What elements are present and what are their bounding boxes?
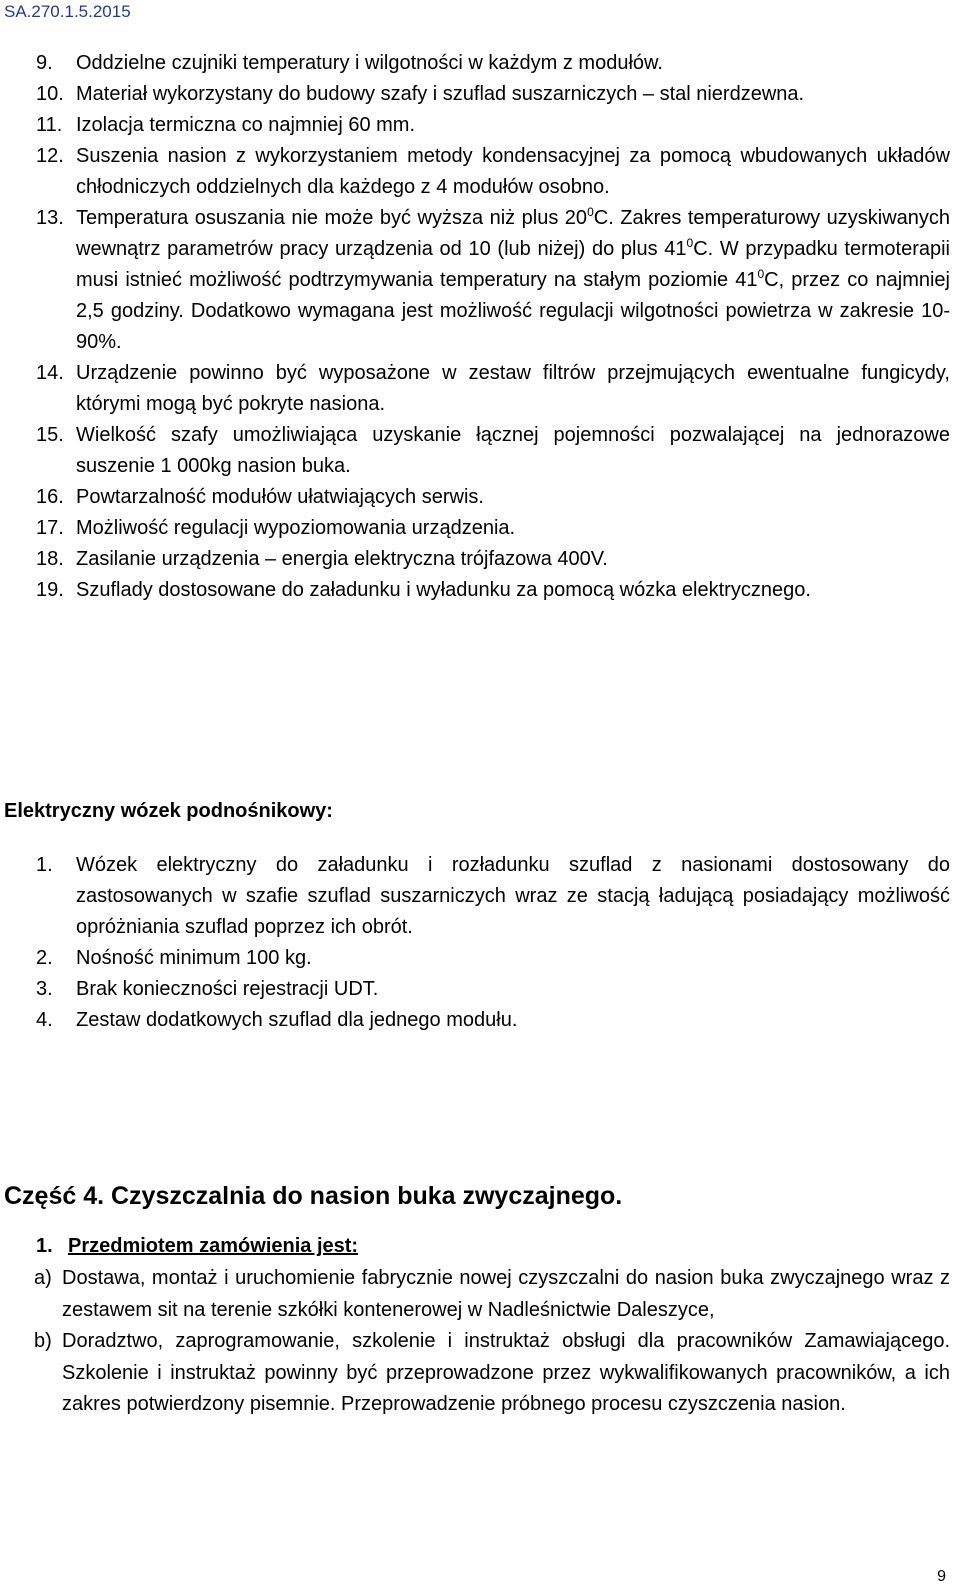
item-text: Izolacja termiczna co najmniej 60 mm. <box>76 114 416 136</box>
item-number: 2. <box>36 947 53 969</box>
list-item <box>34 1263 950 1326</box>
list-item <box>36 110 950 141</box>
part-title: Część 4. Czyszczalnia do nasion buka zwyczajnego. <box>4 1182 623 1210</box>
list-item <box>36 482 950 513</box>
list-item <box>36 1005 950 1036</box>
item-text: Powtarzalność modułów ułatwiających serwis. <box>76 486 484 508</box>
item-text: Oddzielne czujniki temperatury i wilgotności w każdym z modułów. <box>76 52 663 74</box>
item-number: 12. <box>36 145 64 167</box>
degree-superscript: 0 <box>587 205 594 219</box>
item-number: 13. <box>36 207 64 229</box>
document-code: SA.270.1.5.2015 <box>4 2 131 21</box>
item-number: 16. <box>36 486 64 508</box>
item-number: 15. <box>36 424 64 446</box>
requirements-list <box>36 48 950 606</box>
subheading-number: 1. <box>36 1235 53 1257</box>
item13-text-part3: C. W przypadku termoterapii musi istnieć możliwość podtrzymywania temperatury na stałym poziomie 41 <box>76 238 950 291</box>
degree-superscript: 0 <box>686 236 694 250</box>
list-item <box>36 943 950 974</box>
item-text: Wielkość szafy umożliwiająca uzyskanie łącznej pojemności pozwalającej na jednorazowe suszenie 1 000kg nasion buka. <box>76 424 950 477</box>
list-item <box>36 420 950 482</box>
item-text: Zestaw dodatkowych szuflad dla jednego modułu. <box>76 1009 518 1031</box>
item-number: 4. <box>36 1009 53 1031</box>
item13-text-part2: C. Zakres temperaturowy uzyskiwanych wewnątrz parametrów pracy urządzenia od 10 (lub niżej) do plus 41 <box>76 207 951 260</box>
item-number: 19. <box>36 579 64 601</box>
list-item <box>36 575 950 606</box>
item-number: 18. <box>36 548 64 570</box>
item-text: Doradztwo, zaprogramowanie, szkolenie i instruktaż obsługi dla pracowników Zamawiającego. Szkolenie i instruktaż powinny być przeprowadzone przez wykwalifikowanych pracowników, a ich zakres potwierdzony pisemnie. Przeprowadzenie próbnego procesu czyszczenia nasion. <box>62 1330 950 1416</box>
item-text: Szuflady dostosowane do załadunku i wyładunku za pomocą wózka elektrycznego. <box>76 579 811 601</box>
item-number: 17. <box>36 517 64 539</box>
list-item <box>36 79 950 110</box>
item-text: Nośność minimum 100 kg. <box>76 947 312 969</box>
item13-text-part4: C, przez co najmniej 2,5 godziny. Dodatkowo wymagana jest możliwość regulacji wilgotności powietrza w zakresie 10-90%. <box>76 269 950 353</box>
item-number: 9. <box>36 52 53 74</box>
forklift-list <box>36 850 950 1036</box>
list-item <box>36 203 950 358</box>
list-item <box>36 513 950 544</box>
order-subject-list <box>34 1263 950 1421</box>
item-text <box>76 203 950 358</box>
list-item <box>36 850 950 943</box>
list-item <box>36 358 950 420</box>
list-item <box>36 974 950 1005</box>
subheading-text: Przedmiotem zamówienia jest: <box>68 1235 359 1257</box>
item-letter: a) <box>34 1267 52 1289</box>
item-number: 11. <box>36 114 63 136</box>
page-number: 9 <box>937 1568 946 1585</box>
item-text: Zasilanie urządzenia – energia elektryczna trójfazowa 400V. <box>76 548 608 570</box>
item-text: Dostawa, montaż i uruchomienie fabrycznie nowej czyszczalni do nasion buka zwyczajnego wraz z zestawem sit na terenie szkółki kontenerowej w Nadleśnictwie Daleszyce, <box>62 1267 950 1321</box>
list-item <box>36 141 950 203</box>
item-number: 10. <box>36 83 64 105</box>
list-item <box>36 48 950 79</box>
section-heading: Elektryczny wózek podnośnikowy: <box>4 800 333 822</box>
item-text: Możliwość regulacji wypoziomowania urządzenia. <box>76 517 516 539</box>
subheading <box>36 1235 358 1258</box>
degree-superscript: 0 <box>757 267 765 281</box>
item-text: Suszenia nasion z wykorzystaniem metody kondensacyjnej za pomocą wbudowanych układów chłodniczych oddzielnych dla każdego z 4 modułów osobno. <box>76 145 950 198</box>
item-number: 1. <box>36 854 53 876</box>
item-text: Wózek elektryczny do załadunku i rozładunku szuflad z nasionami dostosowany do zastosowanych w szafie szuflad suszarniczych wraz ze stacją ładującą posiadający możliwość opróżniania szuflad poprzez ich obrót. <box>76 854 950 938</box>
item-text: Brak konieczności rejestracji UDT. <box>76 978 379 1000</box>
list-item <box>36 544 950 575</box>
item-number: 3. <box>36 978 53 1000</box>
item-text: Urządzenie powinno być wyposażone w zestaw filtrów przejmujących ewentualne fungicydy, którymi mogą być pokryte nasiona. <box>76 362 950 415</box>
list-item <box>34 1326 950 1421</box>
item-number: 14. <box>36 362 64 384</box>
item13-text-part1: Temperatura osuszania nie może być wyższa niż plus 20 <box>76 207 588 229</box>
item-text: Materiał wykorzystany do budowy szafy i szuflad suszarniczych – stal nierdzewna. <box>76 83 805 105</box>
item-letter: b) <box>34 1330 52 1353</box>
